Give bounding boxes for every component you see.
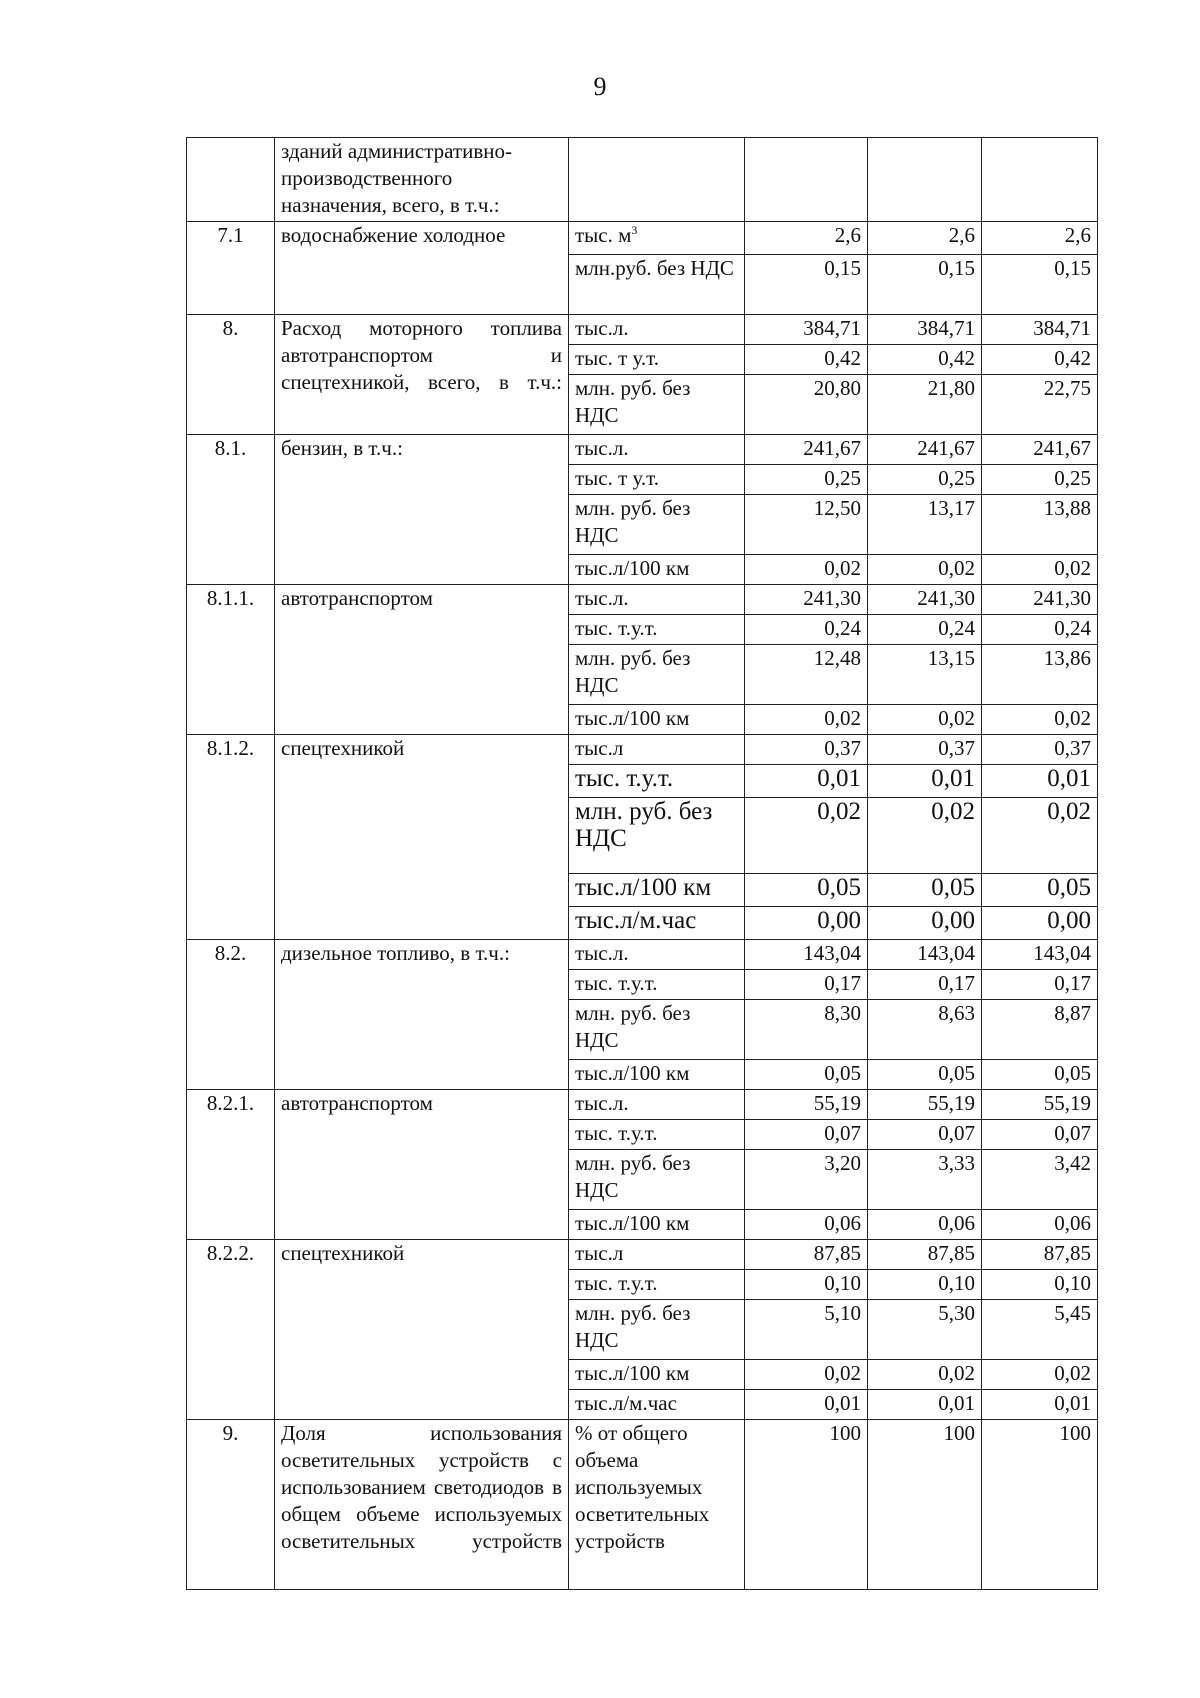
value-cell: 0,25 (868, 465, 982, 495)
row-number: 8.1.2. (187, 735, 275, 940)
value-cell: 0,06 (868, 1210, 982, 1240)
indicator-name: спецтехникой (275, 735, 569, 940)
unit-cell (569, 138, 745, 222)
value-cell: 241,67 (982, 435, 1098, 465)
unit-cell (569, 222, 745, 255)
table-row (187, 435, 1098, 465)
row-number: 8.2.1. (187, 1090, 275, 1240)
table-row (187, 1420, 1098, 1590)
value-cell (868, 138, 982, 222)
value-cell: 0,02 (868, 555, 982, 585)
value-cell: 2,6 (982, 222, 1098, 255)
value-cell: 0,01 (982, 1390, 1098, 1420)
value-cell: 13,17 (868, 495, 982, 555)
unit-cell: млн. руб. без НДС (569, 798, 745, 874)
value-cell: 0,24 (745, 615, 868, 645)
value-cell: 241,30 (868, 585, 982, 615)
value-cell: 0,01 (745, 1390, 868, 1420)
value-cell: 0,00 (745, 907, 868, 940)
table-row (187, 735, 1098, 765)
value-cell: 55,19 (745, 1090, 868, 1120)
row-number: 9. (187, 1420, 275, 1590)
indicator-name: дизельное топливо, в т.ч.: (275, 940, 569, 1090)
value-cell: 8,63 (868, 1000, 982, 1060)
value-cell: 0,15 (982, 255, 1098, 315)
unit-cell: тыс.л (569, 735, 745, 765)
value-cell: 0,02 (982, 705, 1098, 735)
unit-superscript: 3 (631, 223, 638, 237)
value-cell: 0,02 (982, 1360, 1098, 1390)
value-cell: 0,02 (982, 798, 1098, 874)
unit-cell: тыс.л/100 км (569, 1060, 745, 1090)
value-cell: 0,05 (868, 1060, 982, 1090)
value-cell: 8,87 (982, 1000, 1098, 1060)
value-cell: 12,50 (745, 495, 868, 555)
unit-cell: тыс.л/м.час (569, 907, 745, 940)
value-cell: 0,02 (745, 798, 868, 874)
value-cell: 0,42 (982, 345, 1098, 375)
value-cell: 0,07 (868, 1120, 982, 1150)
unit-cell: тыс.л. (569, 585, 745, 615)
value-cell: 241,30 (745, 585, 868, 615)
value-cell: 0,24 (868, 615, 982, 645)
value-cell: 0,02 (982, 555, 1098, 585)
value-cell: 143,04 (982, 940, 1098, 970)
value-cell: 0,05 (982, 874, 1098, 907)
value-cell: 0,07 (982, 1120, 1098, 1150)
unit-cell: млн. руб. без НДС (569, 1300, 745, 1360)
indicator-name: Доля использования осветительных устройств с использованием светодиодов в общем объеме используемых осветительных устройств (275, 1420, 569, 1590)
value-cell: 21,80 (868, 375, 982, 435)
value-cell: 0,01 (868, 1390, 982, 1420)
value-cell: 0,25 (745, 465, 868, 495)
table-body (187, 138, 1098, 1590)
value-cell: 143,04 (745, 940, 868, 970)
value-cell: 0,07 (745, 1120, 868, 1150)
value-cell: 0,01 (868, 765, 982, 798)
value-cell: 0,42 (868, 345, 982, 375)
value-cell: 55,19 (982, 1090, 1098, 1120)
unit-cell: млн. руб. без НДС (569, 645, 745, 705)
value-cell: 13,86 (982, 645, 1098, 705)
number-cell (187, 138, 275, 222)
indicator-name: автотранспортом (275, 1090, 569, 1240)
value-cell: 384,71 (868, 315, 982, 345)
row-number: 8.1.1. (187, 585, 275, 735)
value-cell: 5,45 (982, 1300, 1098, 1360)
value-cell: 0,10 (745, 1270, 868, 1300)
value-cell: 100 (745, 1420, 868, 1590)
value-cell: 0,05 (982, 1060, 1098, 1090)
value-cell: 13,15 (868, 645, 982, 705)
value-cell: 0,02 (868, 1360, 982, 1390)
table-row (187, 222, 1098, 255)
value-cell: 3,33 (868, 1150, 982, 1210)
indicator-name: водоснабжение холодное (275, 222, 569, 315)
value-cell: 0,02 (868, 705, 982, 735)
value-cell: 0,05 (868, 874, 982, 907)
indicator-name: автотранспортом (275, 585, 569, 735)
unit-cell: млн. руб. без НДС (569, 1150, 745, 1210)
value-cell: 100 (868, 1420, 982, 1590)
value-cell: 12,48 (745, 645, 868, 705)
value-cell: 13,88 (982, 495, 1098, 555)
value-cell: 0,15 (868, 255, 982, 315)
value-cell: 0,01 (745, 765, 868, 798)
unit-cell: % от общего объема используемых осветительных устройств (569, 1420, 745, 1590)
value-cell: 87,85 (745, 1240, 868, 1270)
indicator-name: зданий административно-производственного назначения, всего, в т.ч.: (275, 138, 569, 222)
unit-cell: млн. руб. без НДС (569, 495, 745, 555)
value-cell (745, 138, 868, 222)
unit-cell: тыс.л. (569, 435, 745, 465)
value-cell: 87,85 (868, 1240, 982, 1270)
value-cell: 0,10 (868, 1270, 982, 1300)
unit-cell: тыс.л/100 км (569, 705, 745, 735)
unit-cell: тыс.л. (569, 315, 745, 345)
unit-cell: тыс. т у.т. (569, 465, 745, 495)
value-cell: 241,67 (868, 435, 982, 465)
row-number: 8. (187, 315, 275, 435)
value-cell: 3,42 (982, 1150, 1098, 1210)
unit-cell: млн.руб. без НДС (569, 255, 745, 315)
page-number: 9 (593, 72, 607, 101)
unit-cell: тыс. т.у.т. (569, 615, 745, 645)
table-row (187, 315, 1098, 345)
table-row-continuation (187, 138, 1098, 222)
unit-cell: тыс.л (569, 1240, 745, 1270)
value-cell: 0,37 (982, 735, 1098, 765)
value-cell: 384,71 (745, 315, 868, 345)
unit-cell: млн. руб. без НДС (569, 1000, 745, 1060)
value-cell: 384,71 (982, 315, 1098, 345)
value-cell: 0,02 (745, 705, 868, 735)
value-cell (982, 138, 1098, 222)
value-cell: 87,85 (982, 1240, 1098, 1270)
indicator-name: бензин, в т.ч.: (275, 435, 569, 585)
value-cell: 5,10 (745, 1300, 868, 1360)
value-cell: 0,05 (745, 1060, 868, 1090)
table-row (187, 585, 1098, 615)
value-cell: 0,02 (745, 1360, 868, 1390)
value-cell: 0,17 (745, 970, 868, 1000)
unit-cell: тыс. т.у.т. (569, 765, 745, 798)
value-cell: 0,00 (982, 907, 1098, 940)
value-cell: 0,00 (868, 907, 982, 940)
unit-cell: тыс.л. (569, 940, 745, 970)
value-cell: 0,15 (745, 255, 868, 315)
value-cell: 0,01 (982, 765, 1098, 798)
unit-cell: тыс. т у.т. (569, 345, 745, 375)
unit-cell: тыс. т.у.т. (569, 970, 745, 1000)
value-cell: 241,30 (982, 585, 1098, 615)
unit-cell: тыс.л/100 км (569, 874, 745, 907)
unit-cell: тыс.л/100 км (569, 555, 745, 585)
value-cell: 0,02 (868, 798, 982, 874)
value-cell: 0,10 (982, 1270, 1098, 1300)
value-cell: 0,17 (982, 970, 1098, 1000)
value-cell: 0,37 (868, 735, 982, 765)
unit-cell: тыс.л. (569, 1090, 745, 1120)
unit-text: тыс. м (575, 223, 632, 247)
value-cell: 0,05 (745, 874, 868, 907)
value-cell: 0,25 (982, 465, 1098, 495)
value-cell: 8,30 (745, 1000, 868, 1060)
value-cell: 20,80 (745, 375, 868, 435)
value-cell: 0,06 (745, 1210, 868, 1240)
value-cell: 241,67 (745, 435, 868, 465)
row-number: 8.1. (187, 435, 275, 585)
row-number: 8.2.2. (187, 1240, 275, 1420)
indicator-name: Расход моторного топлива автотранспортом и спецтехникой, всего, в т.ч.: (275, 315, 569, 435)
value-cell: 0,37 (745, 735, 868, 765)
unit-cell: тыс.л/м.час (569, 1390, 745, 1420)
table-row (187, 1090, 1098, 1120)
table-row (187, 1240, 1098, 1270)
value-cell: 3,20 (745, 1150, 868, 1210)
indicators-table (186, 137, 1098, 1590)
value-cell: 55,19 (868, 1090, 982, 1120)
value-cell: 0,24 (982, 615, 1098, 645)
row-number: 7.1 (187, 222, 275, 315)
value-cell: 100 (982, 1420, 1098, 1590)
value-cell: 0,17 (868, 970, 982, 1000)
value-cell: 0,02 (745, 555, 868, 585)
value-cell: 0,06 (982, 1210, 1098, 1240)
row-number: 8.2. (187, 940, 275, 1090)
unit-cell: тыс. т.у.т. (569, 1270, 745, 1300)
value-cell: 0,42 (745, 345, 868, 375)
unit-cell: тыс.л/100 км (569, 1210, 745, 1240)
value-cell: 143,04 (868, 940, 982, 970)
value-cell: 2,6 (745, 222, 868, 255)
table-row (187, 940, 1098, 970)
value-cell: 22,75 (982, 375, 1098, 435)
unit-cell: млн. руб. без НДС (569, 375, 745, 435)
unit-cell: тыс. т.у.т. (569, 1120, 745, 1150)
indicator-name: спецтехникой (275, 1240, 569, 1420)
value-cell: 2,6 (868, 222, 982, 255)
unit-cell: тыс.л/100 км (569, 1360, 745, 1390)
value-cell: 5,30 (868, 1300, 982, 1360)
